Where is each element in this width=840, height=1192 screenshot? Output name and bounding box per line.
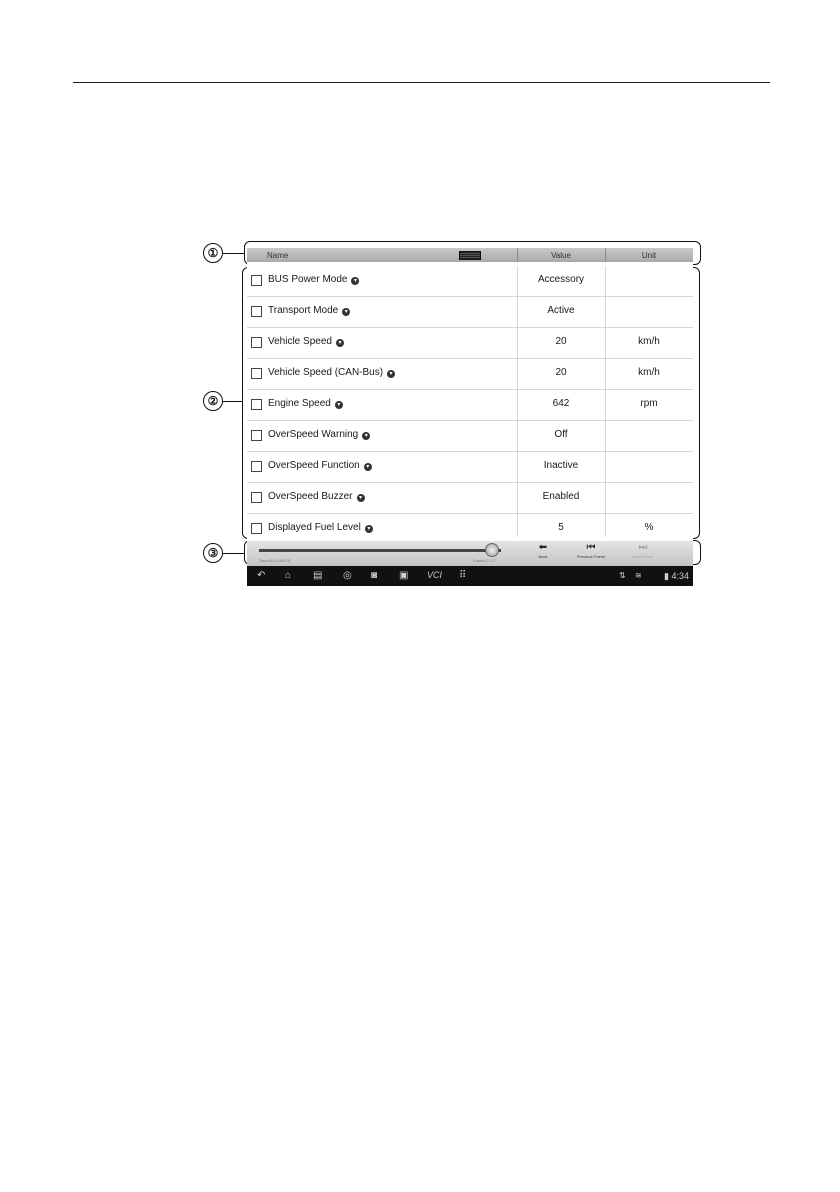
parameter-value: 20	[555, 336, 567, 347]
parameter-name: Displayed Fuel Level	[268, 522, 361, 533]
vci-button[interactable]: VCI	[427, 570, 443, 580]
drag-handle-icon[interactable]	[459, 251, 481, 260]
table-row[interactable]	[247, 483, 693, 514]
table-row[interactable]	[247, 421, 693, 452]
usb-icon: ⇅	[619, 571, 626, 580]
table-row[interactable]	[247, 328, 693, 359]
table-row[interactable]	[247, 359, 693, 390]
back-label: Back	[538, 554, 548, 559]
table-row[interactable]	[247, 266, 693, 297]
parameter-value: Off	[554, 429, 568, 440]
parameter-name: Vehicle Speed (CAN-Bus)	[268, 367, 384, 378]
dropdown-icon[interactable]: ▾	[365, 525, 373, 533]
callout-1-leader	[222, 253, 244, 254]
slider-start-label: Time:00:14:00:15	[259, 558, 290, 563]
parameter-value: Accessory	[537, 274, 585, 285]
row-checkbox[interactable]	[251, 430, 262, 441]
system-navigation-bar	[247, 566, 693, 586]
parameter-name: OverSpeed Function	[268, 460, 360, 471]
row-checkbox[interactable]	[251, 523, 262, 534]
browser-icon[interactable]: ◎	[343, 570, 352, 581]
row-checkbox[interactable]	[251, 399, 262, 410]
wifi-icon: ≋	[635, 571, 642, 580]
playback-toolbar	[247, 541, 693, 566]
parameter-name: Engine Speed	[268, 398, 331, 409]
parameter-value: 642	[552, 398, 570, 409]
dropdown-icon[interactable]: ▾	[357, 494, 365, 502]
parameter-value: Enabled	[542, 491, 580, 502]
home-icon[interactable]: ⌂	[285, 570, 292, 581]
row-checkbox[interactable]	[251, 492, 262, 503]
row-checkbox[interactable]	[251, 306, 262, 317]
device-screen	[247, 248, 693, 586]
row-checkbox[interactable]	[251, 368, 262, 379]
parameter-name: OverSpeed Buzzer	[268, 491, 353, 502]
display-icon[interactable]: ▣	[399, 570, 409, 581]
callout-2-leader	[222, 401, 242, 402]
callout-1: ①	[203, 243, 223, 263]
callout-3: ③	[203, 543, 223, 563]
parameter-name: Vehicle Speed	[268, 336, 332, 347]
callout-2: ②	[203, 391, 223, 411]
header-unit[interactable]: Unit	[641, 251, 657, 260]
parameter-unit: rpm	[640, 398, 658, 409]
column-header	[247, 248, 693, 262]
grid-icon[interactable]: ⠿	[459, 570, 467, 581]
clock-time: 4:34	[671, 571, 689, 581]
skip-forward-icon: ⏭	[638, 542, 648, 553]
back-button[interactable]	[521, 542, 565, 559]
next-frame-label: Next Frame	[632, 554, 654, 559]
skip-back-icon: ⏮	[586, 542, 596, 553]
row-checkbox[interactable]	[251, 275, 262, 286]
frame-slider-track[interactable]	[259, 549, 501, 552]
row-checkbox[interactable]	[251, 337, 262, 348]
parameter-name: BUS Power Mode	[268, 274, 348, 285]
table-row[interactable]	[247, 297, 693, 328]
next-frame-button[interactable]	[621, 542, 665, 559]
frame-slider-handle[interactable]	[485, 543, 499, 557]
dropdown-icon[interactable]: ▾	[335, 401, 343, 409]
dropdown-icon[interactable]: ▾	[342, 308, 350, 316]
parameter-name: OverSpeed Warning	[268, 429, 359, 440]
header-value[interactable]: Value	[551, 251, 571, 260]
parameter-unit: %	[644, 522, 654, 533]
parameter-unit: km/h	[638, 367, 660, 378]
previous-frame-button[interactable]	[569, 542, 613, 559]
recent-apps-icon[interactable]: ▤	[313, 570, 323, 581]
row-checkbox[interactable]	[251, 461, 262, 472]
dropdown-icon[interactable]: ▾	[364, 463, 372, 471]
dropdown-icon[interactable]: ▾	[351, 277, 359, 285]
callout-3-leader	[222, 553, 244, 554]
parameter-name: Transport Mode	[268, 305, 339, 316]
parameter-value: Inactive	[543, 460, 579, 471]
page-top-rule	[73, 82, 770, 83]
dropdown-icon[interactable]: ▾	[362, 432, 370, 440]
parameter-value: 20	[555, 367, 567, 378]
table-row[interactable]	[247, 452, 693, 483]
parameter-value: Active	[547, 305, 575, 316]
dropdown-icon[interactable]: ▾	[336, 339, 344, 347]
camera-icon[interactable]: ◙	[371, 570, 378, 581]
status-clock: ▮ 4:34	[664, 571, 689, 581]
back-arrow-icon: ⬅	[538, 542, 548, 553]
table-row[interactable]	[247, 390, 693, 421]
data-stream-list	[247, 266, 693, 545]
previous-frame-label: Previous Frame	[576, 554, 606, 559]
back-icon[interactable]: ↶	[257, 570, 266, 581]
parameter-unit: km/h	[638, 336, 660, 347]
dropdown-icon[interactable]: ▾	[387, 370, 395, 378]
parameter-value: 5	[558, 522, 564, 533]
slider-end-label: Frame 2 / 17	[473, 558, 496, 563]
header-name[interactable]: Name	[267, 251, 289, 260]
